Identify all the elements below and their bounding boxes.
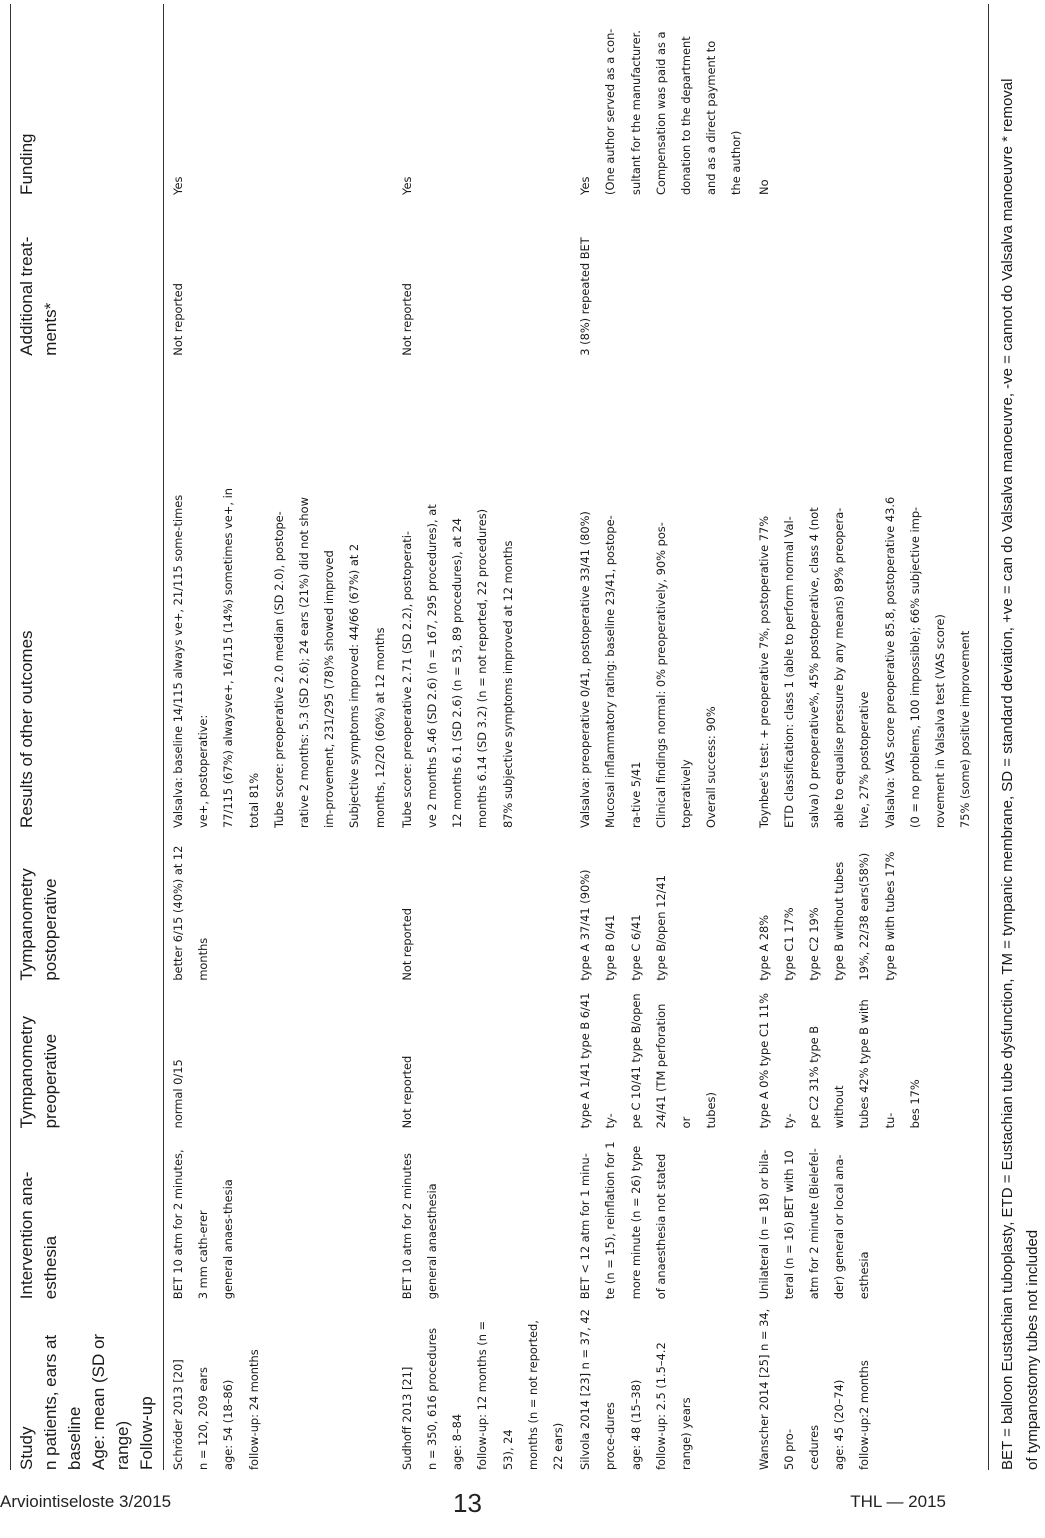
- table-cell: [571, 4, 749, 195]
- cell-line: bes 17%: [907, 1079, 922, 1129]
- table-cell: [750, 195, 988, 356]
- table-cell: [571, 828, 749, 981]
- cell-line: Not reported: [399, 283, 414, 356]
- cell-line: follow-up: 12 months (n = 53), 24: [475, 1320, 515, 1470]
- cell-line: age: 45 (20–74): [832, 1379, 847, 1470]
- cell-line: Valsalva: preoperative 0/41, postoperative 33/41 (80%): [578, 511, 593, 828]
- cell-line: type B 0/41: [603, 914, 618, 981]
- cell-line: type A 28%: [756, 914, 771, 981]
- cell-line: type B with tubes 17%: [882, 851, 897, 981]
- cell-line: cedures: [807, 1424, 822, 1470]
- cell-line: Sudhoff 2013 [21]: [399, 1366, 414, 1470]
- cell-line: follow-up: 24 months: [246, 1349, 261, 1470]
- cell-line: Subjective symptoms improved: 44/66 (67%) at 2: [347, 543, 362, 828]
- cell-line: type A 1/41 type B 6/41 ty-: [578, 992, 618, 1129]
- cell-line: toperatively: [679, 759, 694, 828]
- cell-line: tubes 42% type B with tu-: [857, 999, 897, 1129]
- header-line: Age: mean (SD or range): [89, 1333, 132, 1470]
- cell-line: follow-up:2 months: [857, 1360, 872, 1470]
- cell-line: Tube score: preoperative 2.0 median (SD 2.0), postope-: [271, 511, 286, 828]
- cell-line: total 81%: [246, 772, 261, 828]
- cell-line: (0 = no problems, 100 impossible); 66% subjective imp-: [907, 506, 922, 828]
- cell-line: better 6/15 (40%) at 12: [171, 845, 185, 981]
- cell-line: (One author served as a con-: [603, 28, 618, 195]
- cell-line: ve 2 months 5.46 (SD 2.6) (n = 167, 295 procedures), at: [425, 504, 440, 828]
- cell-line: 87% subjective symptoms improved at 12 months: [500, 540, 515, 828]
- cell-line: the author): [729, 130, 744, 195]
- cell-line: BET 10 atm for 2 minutes: [399, 1153, 414, 1300]
- table-row: [571, 4, 749, 1470]
- table-cell: [750, 1128, 988, 1299]
- page-number: 13: [453, 1488, 482, 1518]
- column-header: [11, 356, 164, 828]
- cell-line: Schröder 2013 [20]: [171, 1359, 185, 1470]
- column-header: [11, 195, 164, 356]
- cell-line: general anaes-thesia: [221, 1179, 236, 1300]
- header-line: preoperative: [41, 1033, 60, 1129]
- header-row: [11, 4, 164, 1470]
- study-table: [10, 4, 988, 1470]
- cell-line: 12 months 6.1 (SD 2.6) (n = 53, 89 procedures), at 24: [450, 518, 465, 828]
- cell-line: age: 48 (15–38): [628, 1379, 643, 1470]
- cell-line: of anaesthesia not stated: [653, 1153, 668, 1300]
- cell-line: pe C 10/41 type B/open: [628, 993, 643, 1129]
- column-header: [11, 828, 164, 981]
- cell-line: rative 2 months: 5.3 (SD 2.6); 24 ears (21%) did not show: [297, 497, 312, 828]
- table-cell: [750, 1299, 988, 1470]
- cell-line: Wanscher 2014 [25] n = 34, 50 pro-: [756, 1308, 796, 1470]
- cell-line: type A 0% type C1 11% ty-: [756, 993, 796, 1129]
- cell-line: Valsalva: baseline 14/115 always ve+, 21/115 some-times: [171, 494, 185, 828]
- publication-label: Arviointiseloste 3/2015: [0, 1492, 172, 1511]
- table-cell: [164, 981, 393, 1129]
- table-cell: [571, 195, 749, 356]
- cell-line: type B without tubes: [832, 861, 847, 981]
- table-cell: [750, 4, 988, 195]
- table-cell: [164, 1128, 393, 1299]
- cell-line: donation to the department: [679, 36, 694, 195]
- cell-line: months: [196, 937, 211, 981]
- cell-line: teral (n = 16) BET with 10: [781, 1150, 796, 1300]
- header-line: ments*: [41, 302, 60, 356]
- header-line: Funding: [17, 133, 36, 195]
- cell-line: 19%, 22/38 ears(58%): [857, 852, 872, 981]
- table-cell: [393, 1299, 571, 1470]
- cell-line: Not reported: [399, 1055, 414, 1129]
- cell-line: pe C2 31% type B without: [807, 1025, 847, 1129]
- cell-line: Yes: [578, 176, 593, 195]
- table-cell: [393, 4, 571, 195]
- table-cell: [164, 4, 393, 195]
- cell-line: normal 0/15: [171, 1059, 185, 1129]
- cell-line: im-provement, 231/295 (78)% showed improved: [322, 550, 337, 828]
- table-cell: [750, 981, 988, 1129]
- cell-line: 3 (8%) repeated BET: [578, 237, 593, 356]
- cell-line: age: 54 (18–86): [221, 1379, 236, 1470]
- cell-line: months (n = not reported, 22 ears): [525, 1320, 566, 1470]
- cell-line: Yes: [171, 176, 185, 195]
- table-cell: [571, 981, 749, 1129]
- table-cell: [571, 1299, 749, 1470]
- table-cell: [164, 828, 393, 981]
- header-line: Intervention ana-: [17, 1171, 36, 1300]
- cell-line: ETD classification: class 1 (able to perform normal Val-: [781, 516, 796, 828]
- table-cell: [393, 981, 571, 1129]
- cell-line: Clinical findings normal: 0% preoperatively, 90% pos-: [653, 522, 668, 828]
- header-line: Results of other outcomes: [17, 630, 36, 828]
- cell-line: BET < 12 atm for 1 minu-: [578, 1153, 593, 1300]
- cell-line: Not reported: [171, 283, 185, 356]
- cell-line: Yes: [399, 176, 414, 195]
- header-line: Follow-up: [137, 1396, 156, 1470]
- cell-line: Overall success: 90%: [704, 706, 719, 828]
- table-header: [11, 4, 164, 1470]
- cell-line: esthesia: [857, 1251, 872, 1300]
- cell-line: more minute (n = 26) type: [628, 1145, 643, 1300]
- table-cell: [571, 356, 749, 828]
- cell-line: 3 mm cath-erer: [196, 1210, 211, 1300]
- cell-line: 75% (some) positive improvement: [958, 630, 973, 828]
- publisher-label: THL — 2015: [850, 1492, 946, 1511]
- footnote-line: BET = balloon Eustachian tuboplasty, ETD = Eustachian tube dysfunction, TM = tympanic membrane, SD = standard deviation, +ve = can do Valsalva manoeuvre, -ve = cannot do Valsalva manoeuvre * removal: [998, 78, 1016, 1470]
- cell-line: Mucosal inflammatory rating: baseline 23/41, postope-: [603, 515, 618, 828]
- column-header: [11, 981, 164, 1129]
- cell-line: Compensation was paid as a: [653, 31, 668, 195]
- cell-line: able to equalise pressure by any means) 89% preopera-: [832, 507, 847, 828]
- cell-line: ra-tive 5/41: [628, 761, 643, 828]
- table-cell: [393, 1128, 571, 1299]
- cell-line: type A 37/41 (90%): [578, 869, 593, 981]
- column-header: [11, 1299, 164, 1470]
- cell-line: rovement in Valsalva test (VAS score): [933, 614, 948, 828]
- cell-line: salva) 0 preoperative%, 45% postoperative, class 4 (not: [807, 507, 822, 828]
- cell-line: type B/open 12/41: [653, 875, 668, 981]
- cell-line: No: [756, 179, 771, 195]
- table-cell: [393, 356, 571, 828]
- cell-line: Not reported: [399, 908, 414, 981]
- cell-line: Valsalva: VAS score preoperative 85.8, postoperative 43.6: [882, 496, 897, 828]
- table-footnote: [988, 4, 1045, 1470]
- header-line: Study: [17, 1426, 36, 1470]
- cell-line: follow-up: 2.5 (1.5–4.2 range) years: [653, 1342, 694, 1470]
- cell-line: general anaesthesia: [425, 1183, 440, 1300]
- cell-line: der) general or local ana-: [832, 1154, 847, 1300]
- footnote-line: of tympanostomy tubes not included: [1023, 1229, 1041, 1470]
- cell-line: months, 12/20 (60%) at 12 months: [372, 627, 387, 828]
- cell-line: n = 350, 616 procedures: [425, 1327, 440, 1470]
- cell-line: te (n = 15), reinflation for 1: [603, 1141, 618, 1300]
- cell-line: type C 6/41: [628, 914, 643, 981]
- cell-line: Unilateral (n = 18) or bila-: [756, 1149, 771, 1300]
- table-cell: [571, 1128, 749, 1299]
- cell-line: n = 120, 209 ears: [196, 1367, 211, 1470]
- cell-line: type C2 19%: [807, 907, 822, 981]
- table-cell: [750, 828, 988, 981]
- table-cell: [393, 195, 571, 356]
- cell-line: age: 8–84: [450, 1413, 465, 1470]
- header-line: n patients, ears at baseline: [41, 1334, 84, 1470]
- cell-line: BET 10 atm for 2 minutes,: [171, 1149, 185, 1300]
- cell-line: type C1 17%: [781, 907, 796, 981]
- cell-line: months 6.14 (SD 3.2) (n = not reported, 22 procedures): [475, 508, 490, 828]
- header-line: Additional treat-: [17, 236, 36, 356]
- column-header: [11, 4, 164, 195]
- table-cell: [750, 356, 988, 828]
- cell-line: Toynbee's test: + preoperative 7%, postoperative 77%: [756, 515, 771, 828]
- table-cell: [164, 195, 393, 356]
- cell-line: ve+, postoperative:: [196, 714, 211, 828]
- cell-line: Silvola 2014 [23] n = 37, 42 proce-dures: [578, 1309, 618, 1470]
- table-body: [164, 4, 988, 1470]
- cell-line: 24/41 (TM perforation or: [653, 1003, 694, 1129]
- table-cell: [164, 356, 393, 828]
- cell-line: tubes): [704, 1092, 719, 1129]
- table-row: [750, 4, 988, 1470]
- cell-line: and as a direct payment to: [704, 40, 719, 195]
- header-line: Tympanometry: [17, 868, 36, 981]
- column-header: [11, 1128, 164, 1299]
- header-line: esthesia: [41, 1235, 60, 1300]
- cell-line: atm for 2 minute (Bielefel-: [807, 1148, 822, 1300]
- cell-line: tive, 27% postoperative: [857, 691, 872, 828]
- header-line: Tympanometry: [17, 1015, 36, 1129]
- table-cell: [164, 1299, 393, 1470]
- table-row: [393, 4, 571, 1470]
- cell-line: sultant for the manufacturer.: [628, 30, 643, 195]
- table-cell: [393, 828, 571, 981]
- header-line: postoperative: [41, 878, 60, 981]
- rotated-table-page: [10, 0, 1041, 1478]
- cell-line: 77/115 (67%) alwaysve+, 16/115 (14%) sometimes ve+, in: [221, 488, 236, 828]
- cell-line: Tube score: preoperative 2.71 (SD 2.2), postoperati-: [399, 530, 414, 828]
- table-row: [164, 4, 393, 1470]
